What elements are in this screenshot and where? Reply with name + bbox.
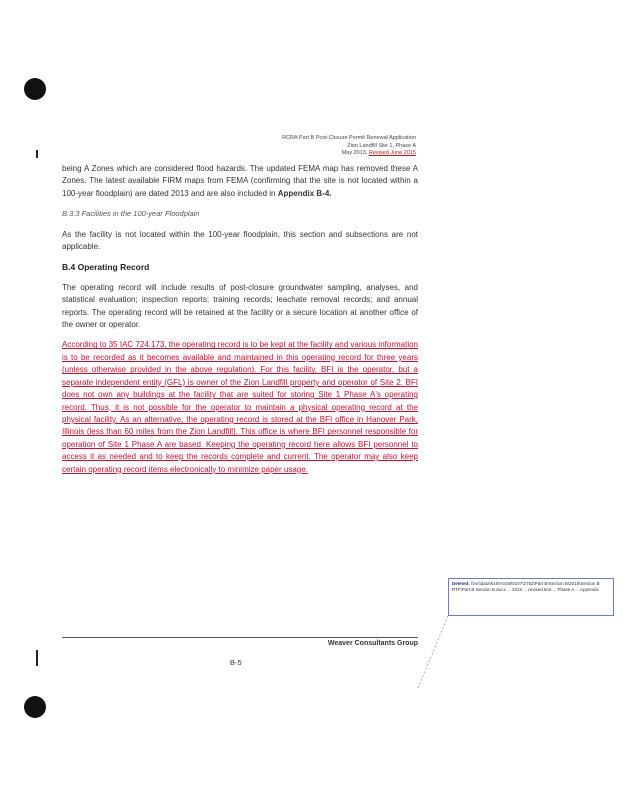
paragraph-revised-text: According to 35 IAC 724.173, the operating record is to be kept at the facility and various information is to be recorded as it becomes available and maintained in this operating record for three years (unless otherwise provided in the above regulation). For this facility, BFI is the operator, but a separate independent entity (GFL) is owner of the Zion Landfill property and operator of Site 2. BFI does not own any buildings at the facility that are suited for storing Site 1 Phase A's operating record. Thus, it is not possible for the operator to maintain a physical operating record at the physical facility. As an alternative, the operating record is stored at the BFI office in Hanover Park, Illinois (less than 60 miles from the Zion Landfill). This office is where BFI personnel responsible for operation of Site 1 Phase A are based. Keeping the operating record here allows BFI personnel to access it as needed and to keep the records complete and current. The operator may also keep certain operating record items electronically to minimize paper usage. [62, 340, 418, 474]
header-title: RCRA Part B Post-Closure Permit Renewal Application [282, 135, 416, 141]
deleted-text: \\ms\data\6100-01\8\0107\2752\Part B\Section B\2015\Section B RTF\Part B Section B.docx ... 2015 ... revised text ... Phase A ... Appendix [452, 581, 600, 592]
appendix-reference: Appendix B-4. [277, 188, 332, 198]
paragraph-not-applicable: As the facility is not located within the 100-year floodplain, this section and subsections are not applicable. [62, 229, 418, 252]
paragraph-floodplain-zones: being A Zones which are considered flood hazards. The updated FEMA map has removed these A Zones. The latest available FIRM maps from FEMA (confirming that the site is not located within a 100-year floodplain) are dated 2013 and are also included in Appendix B-4. [62, 164, 418, 198]
deleted-label: Deleted: [452, 581, 470, 586]
header-revised: Revised June 2015 [368, 150, 416, 156]
footer-rule [62, 637, 418, 638]
header-date: May 2013, Revised June 2015 [341, 150, 416, 156]
paragraph-operating-record: The operating record will include results of post-closure groundwater sampling, analyses, and statistical evaluation; inspection reports; training records; leachate removal records; and annual reports. The operating record will be retained at the facility or a secure location at another office of the owner or operator. [62, 282, 418, 330]
header-site: Zion Landfill Site 1, Phase A [347, 142, 416, 149]
subsection-title: B.3.3 Facilities in the 100-year Floodplain [62, 209, 200, 219]
footer-company: Weaver Consultants Group [327, 640, 418, 647]
section-heading-operating-record: B.4 Operating Record [62, 262, 150, 273]
deleted-comment-balloon[interactable] [448, 578, 614, 616]
page-number: B-5 [230, 658, 242, 667]
